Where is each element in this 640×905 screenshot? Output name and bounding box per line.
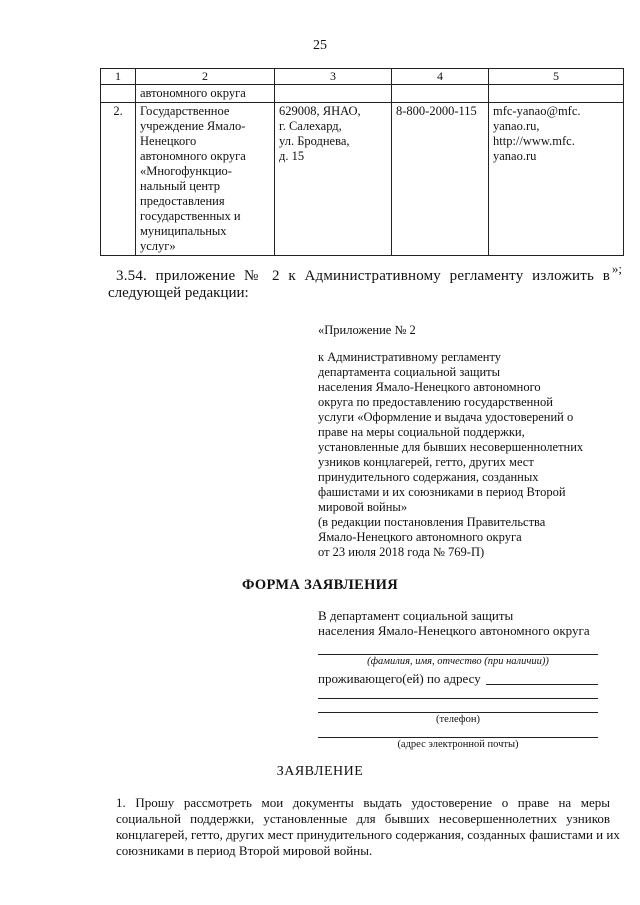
org-line: Государственное [140,104,230,118]
phone-caption: (телефон) [436,714,480,725]
table-header-cell: 3 [275,69,392,85]
phone-cell: 8-800-2000-115 [392,103,489,256]
row-number: 2. [101,103,136,256]
org-line: «Многофункцио- [140,164,232,178]
statement-line: 1. Прошу рассмотреть мои документы выдать удостоверение о праве на меры [116,795,610,810]
appendix-line: мировой войны» [318,500,408,514]
amendment-paragraph-line: 3.54. приложение № 2 к Административному регламенту изложить в [116,268,610,284]
org-line: государственных и [140,209,241,223]
org-line: муниципальных [140,224,227,238]
addressee-block [318,608,590,638]
appendix-line: фашистами и их союзниками в период Второй [318,485,566,499]
table-row [101,103,624,256]
organization-cell [136,103,275,256]
addressee-line: В департамент социальной защиты [318,608,514,623]
statement-line: союзниками в период Второй мировой войны. [116,843,373,858]
table-cell [392,85,489,103]
appendix-title: «Приложение № 2 [318,323,416,337]
web-line: mfc-yanao@mfc. [493,104,581,118]
table-cell [101,85,136,103]
closing-quote-mark: »; [611,261,622,276]
appendix-line: населения Ямало-Ненецкого автономного [318,380,541,394]
appendix-line: принудительного содержания, созданных [318,470,539,484]
table-cell [275,85,392,103]
statement-body [116,795,620,859]
org-line: автономного округа [140,149,246,163]
table-header-cell: 2 [136,69,275,85]
address-underline-2[interactable] [318,698,598,699]
org-line: Ненецкого [140,134,197,148]
statement-title: ЗАЯВЛЕНИЕ [276,764,364,779]
appendix-line: установленные для бывших несовершеннолетних [318,440,584,454]
address-underline[interactable] [486,684,598,685]
table-header-cell: 4 [392,69,489,85]
fio-underline[interactable] [318,654,598,655]
appendix-line: праве на меры социальной поддержки, [318,425,525,439]
org-line: нальный центр [140,179,220,193]
appendix-line: (в редакции постановления Правительства [318,515,546,529]
appendix-line: округа по предоставлению государственной [318,395,553,409]
form-title: ФОРМА ЗАЯВЛЕНИЯ [242,577,398,593]
appendix-line: услуги «Оформление и выдача удостоверений о [318,410,574,424]
appendix-line: Ямало-Ненецкого автономного округа [318,530,522,544]
table-cell: автономного округа [136,85,275,103]
page-number: 25 [313,38,327,53]
org-line: учреждение Ямало- [140,119,246,133]
appendix-line: к Административному регламенту [318,350,502,364]
org-line: услуг» [140,239,176,253]
statement-line: социальной поддержки, установленные для бывших несовершеннолетних узников [116,811,610,826]
email-underline[interactable] [318,737,598,738]
appendix-line: от 23 июля 2018 года № 769-П) [318,545,485,559]
table-header-row [101,69,624,85]
appendix-reference [318,350,618,560]
address-line: ул. Броднева, [279,134,350,148]
address-line: г. Салехард, [279,119,342,133]
table-header-cell: 1 [101,69,136,85]
org-line: предоставления [140,194,225,208]
web-line: yanao.ru [493,149,537,163]
address-cell [275,103,392,256]
table-cell [489,85,624,103]
web-line: yanao.ru, [493,119,540,133]
web-line: http://www.mfc. [493,134,575,148]
fio-caption: (фамилия, имя, отчество (при наличии)) [367,656,549,667]
table-continuation-row [101,85,624,103]
phone-underline[interactable] [318,712,598,713]
table-header-cell: 5 [489,69,624,85]
appendix-line: узников концлагерей, гетто, других мест [318,455,534,469]
addressee-line: населения Ямало-Ненецкого автономного округа [318,623,590,638]
email-caption: (адрес электронной почты) [397,739,519,750]
address-label: проживающего(ей) по адресу [318,671,481,686]
address-line: д. 15 [279,149,305,163]
appendix-line: департамента социальной защиты [318,365,501,379]
mfc-table [100,68,624,256]
amendment-paragraph-line: следующей редакции: [108,285,249,301]
web-cell [489,103,624,256]
statement-line: концлагерей, гетто, других мест принудительного содержания, созданных фашистами и их [116,827,620,842]
address-line: 629008, ЯНАО, [279,104,361,118]
